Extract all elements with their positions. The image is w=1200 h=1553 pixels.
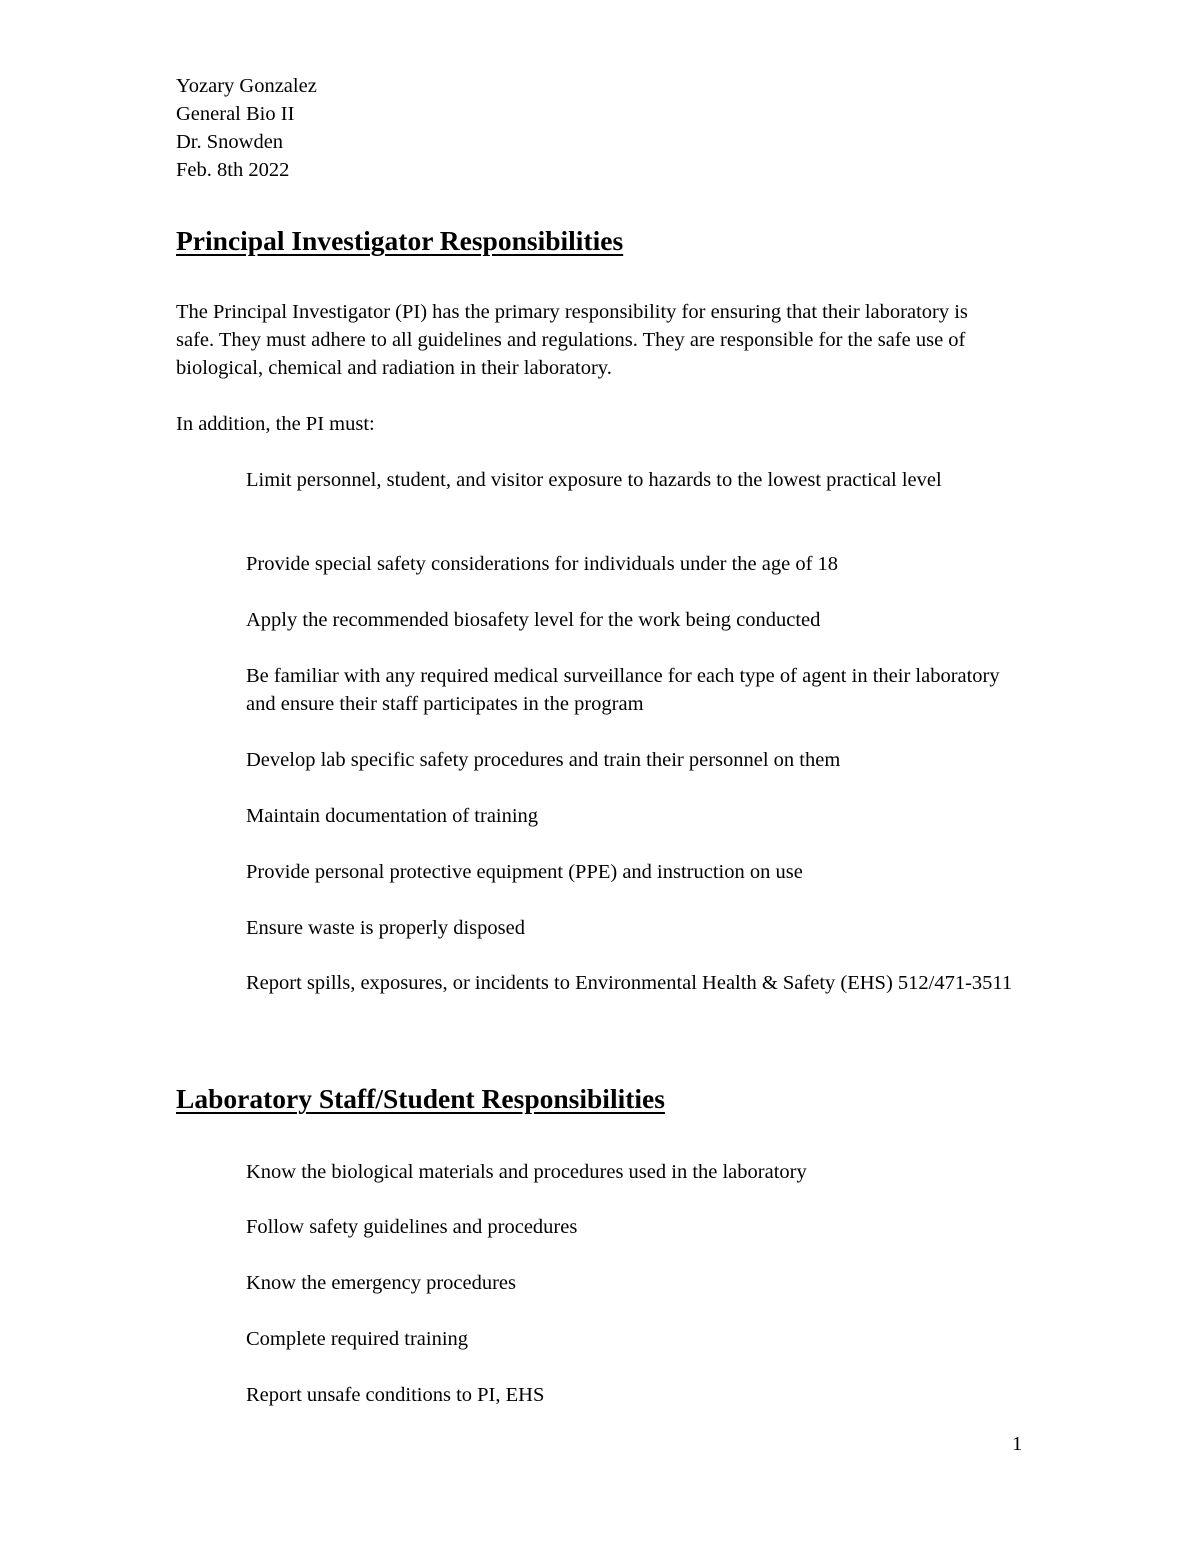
pi-list-item: Limit personnel, student, and visitor exposure to hazards to the lowest practical level <box>246 469 942 491</box>
pi-list-item: Be familiar with any required medical surveillance for each type of agent in their laboratory and ensure their staff participates in the program <box>246 665 1000 715</box>
pi-list-item: Develop lab specific safety procedures and train their personnel on them <box>246 749 841 771</box>
staff-list-item: Report unsafe conditions to PI, EHS <box>246 1384 545 1406</box>
page-number: 1 <box>1012 1433 1023 1455</box>
section-heading-pi: Principal Investigator Responsibilities <box>176 225 624 256</box>
pi-list-item: Ensure waste is properly disposed <box>246 917 525 939</box>
section-heading-staff: Laboratory Staff/Student Responsibilities <box>176 1083 665 1114</box>
pi-list-item: Provide special safety considerations for individuals under the age of 18 <box>246 553 839 575</box>
staff-list-item: Know the emergency procedures <box>246 1272 517 1294</box>
instructor-name: Dr. Snowden <box>176 131 284 153</box>
author-name: Yozary Gonzalez <box>176 75 317 97</box>
staff-list-item: Follow safety guidelines and procedures <box>246 1216 578 1238</box>
staff-list-item: Know the biological materials and procedures used in the laboratory <box>246 1161 807 1183</box>
staff-list-item: Complete required training <box>246 1328 469 1350</box>
pi-list-item: Report spills, exposures, or incidents to Environmental Health & Safety (EHS) 512/471-3511 <box>246 972 1013 994</box>
document-date: Feb. 8th 2022 <box>176 159 290 181</box>
pi-list-item: Maintain documentation of training <box>246 805 539 827</box>
pi-list-item: Provide personal protective equipment (PPE) and instruction on use <box>246 861 803 883</box>
pi-lead-in: In addition, the PI must: <box>176 413 375 435</box>
pi-list-item: Apply the recommended biosafety level for the work being conducted <box>246 609 821 631</box>
pi-intro-paragraph: The Principal Investigator (PI) has the primary responsibility for ensuring that their laboratory is safe. They must adhere to all guidelines and regulations. They are responsible for the safe use of biological, chemical and radiation in their laboratory. <box>176 301 968 379</box>
course-name: General Bio II <box>176 103 295 125</box>
